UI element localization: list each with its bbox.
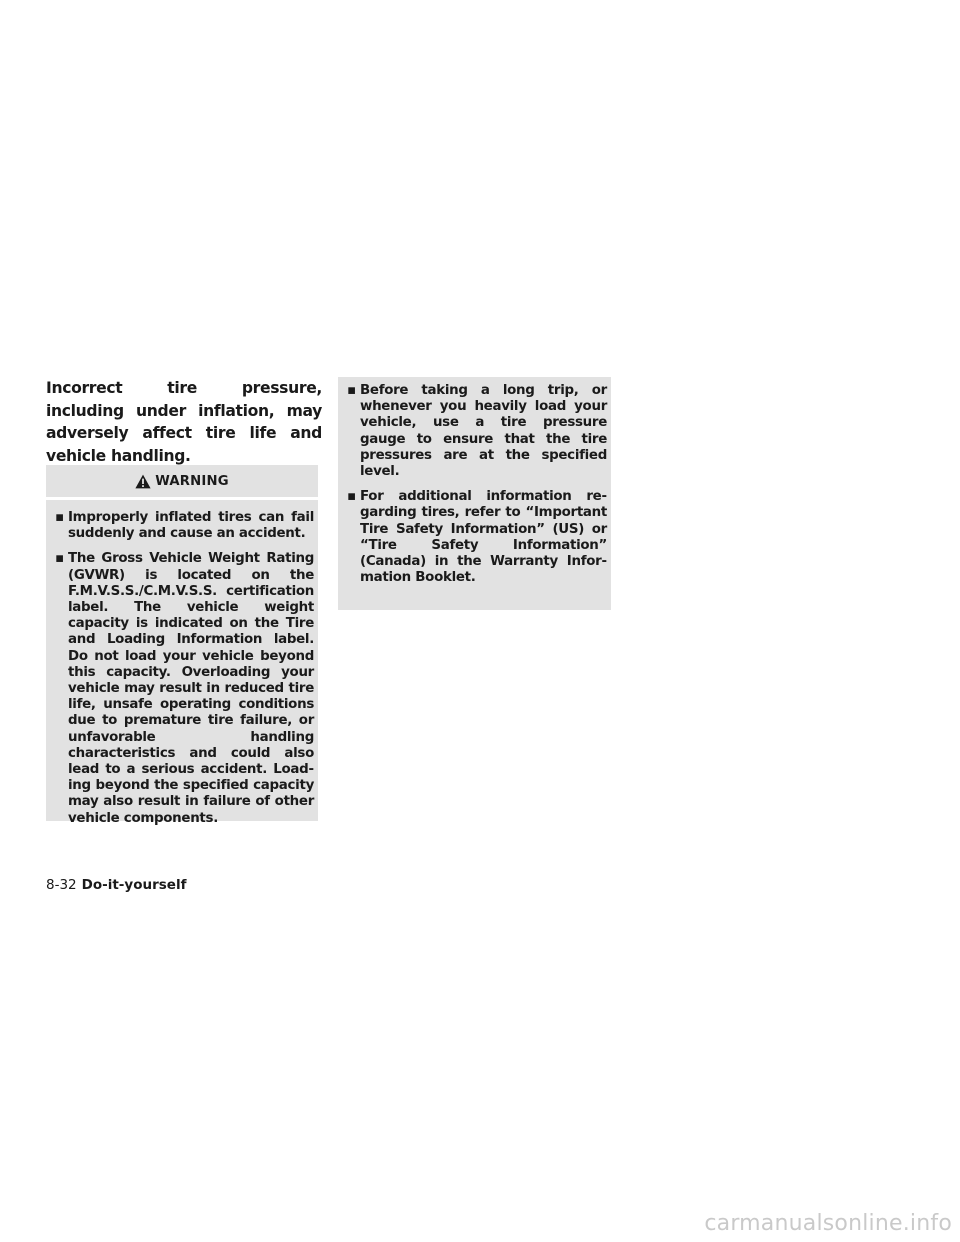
watermark: carmanualsonline.info <box>704 1211 952 1236</box>
bullet-icon: ▪ <box>347 383 356 398</box>
intro-paragraph: Incorrect tire pressure, including under inflation, may adversely affect tire life and vehicle handling. <box>46 379 322 465</box>
page-footer <box>46 877 186 893</box>
list-item <box>46 510 318 542</box>
warning-triangle-icon <box>135 474 151 489</box>
warning-continuation-box <box>338 377 611 610</box>
warning-title: WARNING <box>155 473 229 489</box>
list-item <box>46 551 318 826</box>
list-item-text: For additional information regarding tires, refer to “Important Tire Safety Information” (US) or “Tire Safety Information” (Canada) in the Warranty Information Booklet. <box>360 489 607 586</box>
section-title: Do-it-yourself <box>81 877 187 893</box>
list-item <box>338 383 611 480</box>
bullet-icon: ▪ <box>55 551 64 567</box>
list-item-text: Improperly inflated tires can fail suddenly and cause an accident. <box>68 510 314 542</box>
warning-header <box>46 465 318 497</box>
continuation-list <box>338 377 611 586</box>
list-item <box>338 489 611 586</box>
list-item-text: The Gross Vehicle Weight Rating (GVWR) is located on the F.M.V.S.S./C.M.V.S.S. certification label. The vehicle weight capacity is indicated on the Tire and Loading Information label. Do not load your vehicle beyond this capacity. Overloading your vehicle may result in reduced tire life, unsafe operating conditions due to premature tire failure, or unfavorable handling characteristics and could also lead to a serious accident. Loading beyond the specified capacity may also result in failure of other vehicle components. <box>68 551 314 826</box>
page-number: 8-32 <box>46 877 77 893</box>
warning-box <box>46 465 318 826</box>
bullet-icon: ▪ <box>347 489 356 505</box>
warning-list <box>46 500 318 827</box>
bullet-icon: ▪ <box>55 510 64 525</box>
list-item-text: Before taking a long trip, or whenever you heavily load your vehicle, use a tire pressure gauge to ensure that the tire pressures are at the specified level. <box>360 383 607 480</box>
